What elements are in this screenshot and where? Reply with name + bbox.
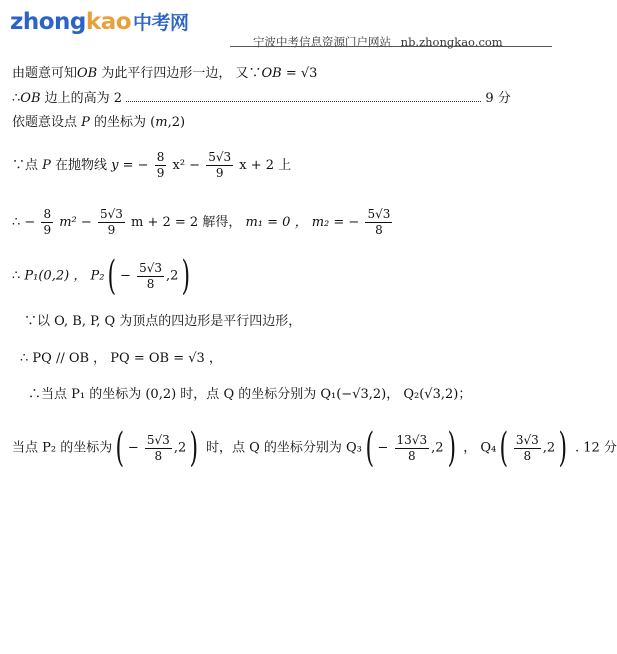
score-label: 9 分 (485, 91, 511, 106)
site-name: 宁波中考信息资源门户网站 (253, 35, 391, 49)
fraction: $\frac{8}{9}$ (43, 207, 52, 237)
site-info (253, 34, 509, 50)
logo-text-cn: 中考网 (133, 12, 189, 34)
solution-line-9: ∴当点 P₁ 的坐标为 (0,2) 时，点 Q 的坐标分别为 Q₁(−√3,2)， Q₂(√3,2)； (28, 387, 472, 402)
logo-text-kao: kao (85, 9, 132, 35)
fraction: $\frac{8}{9}$ (156, 150, 165, 180)
page-header (0, 0, 550, 49)
solution-line-4: ∵点 P 在抛物线 y = − $\frac{8}{9}$ x² − $\frac{5√3}{9}$ x + 2 上 (12, 150, 292, 180)
dot-leader (126, 101, 481, 102)
fraction: $\frac{5√3}{8}$ (146, 432, 170, 463)
solution-line-3: 依题意设点 P 的坐标为 (m,2) (12, 115, 186, 130)
fraction: $\frac{13√3}{8}$ (396, 432, 428, 463)
fraction: $\frac{5√3}{8}$ (367, 207, 391, 237)
header-divider (230, 46, 552, 47)
fraction: $\frac{5√3}{8}$ (139, 260, 163, 291)
solution-line-1: 由题意可知OB 为此平行四边形一边， 又∵OB = √3 (12, 66, 318, 81)
score-label: 12 分 (583, 440, 617, 456)
solution-line-6: ∴ P₁(0,2) ， P₂( − $\frac{5√3}{8}$ ,2) (12, 253, 191, 299)
solution-line-8: ∴ PQ // OB ， PQ = OB = √3 ， (20, 351, 222, 366)
fraction: $\frac{5√3}{9}$ (208, 150, 232, 180)
solution-line-7: ∵以 O, B, P, Q 为顶点的四边形是平行四边形， (24, 314, 302, 329)
solution-line-5: ∴ − $\frac{8}{9}$ m² − $\frac{5√3}{9}$ m + 2 = 2 解得， m₁ = 0 ， m₂ = − $\frac{5√3}{8}$ (12, 207, 391, 237)
solution-line-2: ∴OB 边上的高为 2 9 分 (12, 91, 511, 106)
zhongkao-logo[interactable] (10, 8, 189, 35)
fraction: $\frac{3√3}{8}$ (515, 432, 539, 463)
solution-line-10: 当点 P₂ 的坐标为( − $\frac{5√3}{8}$ ,2) 时，点 Q 的坐标分别为 Q₃( − $\frac{13√3}{8}$ ,2) ， Q₄( $\frac{3√3}{8}$ ,2) . 12 分 (12, 425, 617, 471)
site-url[interactable]: nb.zhongkao.com (400, 35, 503, 49)
fraction: $\frac{5√3}{9}$ (99, 207, 123, 237)
logo-text-zhong: zhong (10, 9, 86, 35)
